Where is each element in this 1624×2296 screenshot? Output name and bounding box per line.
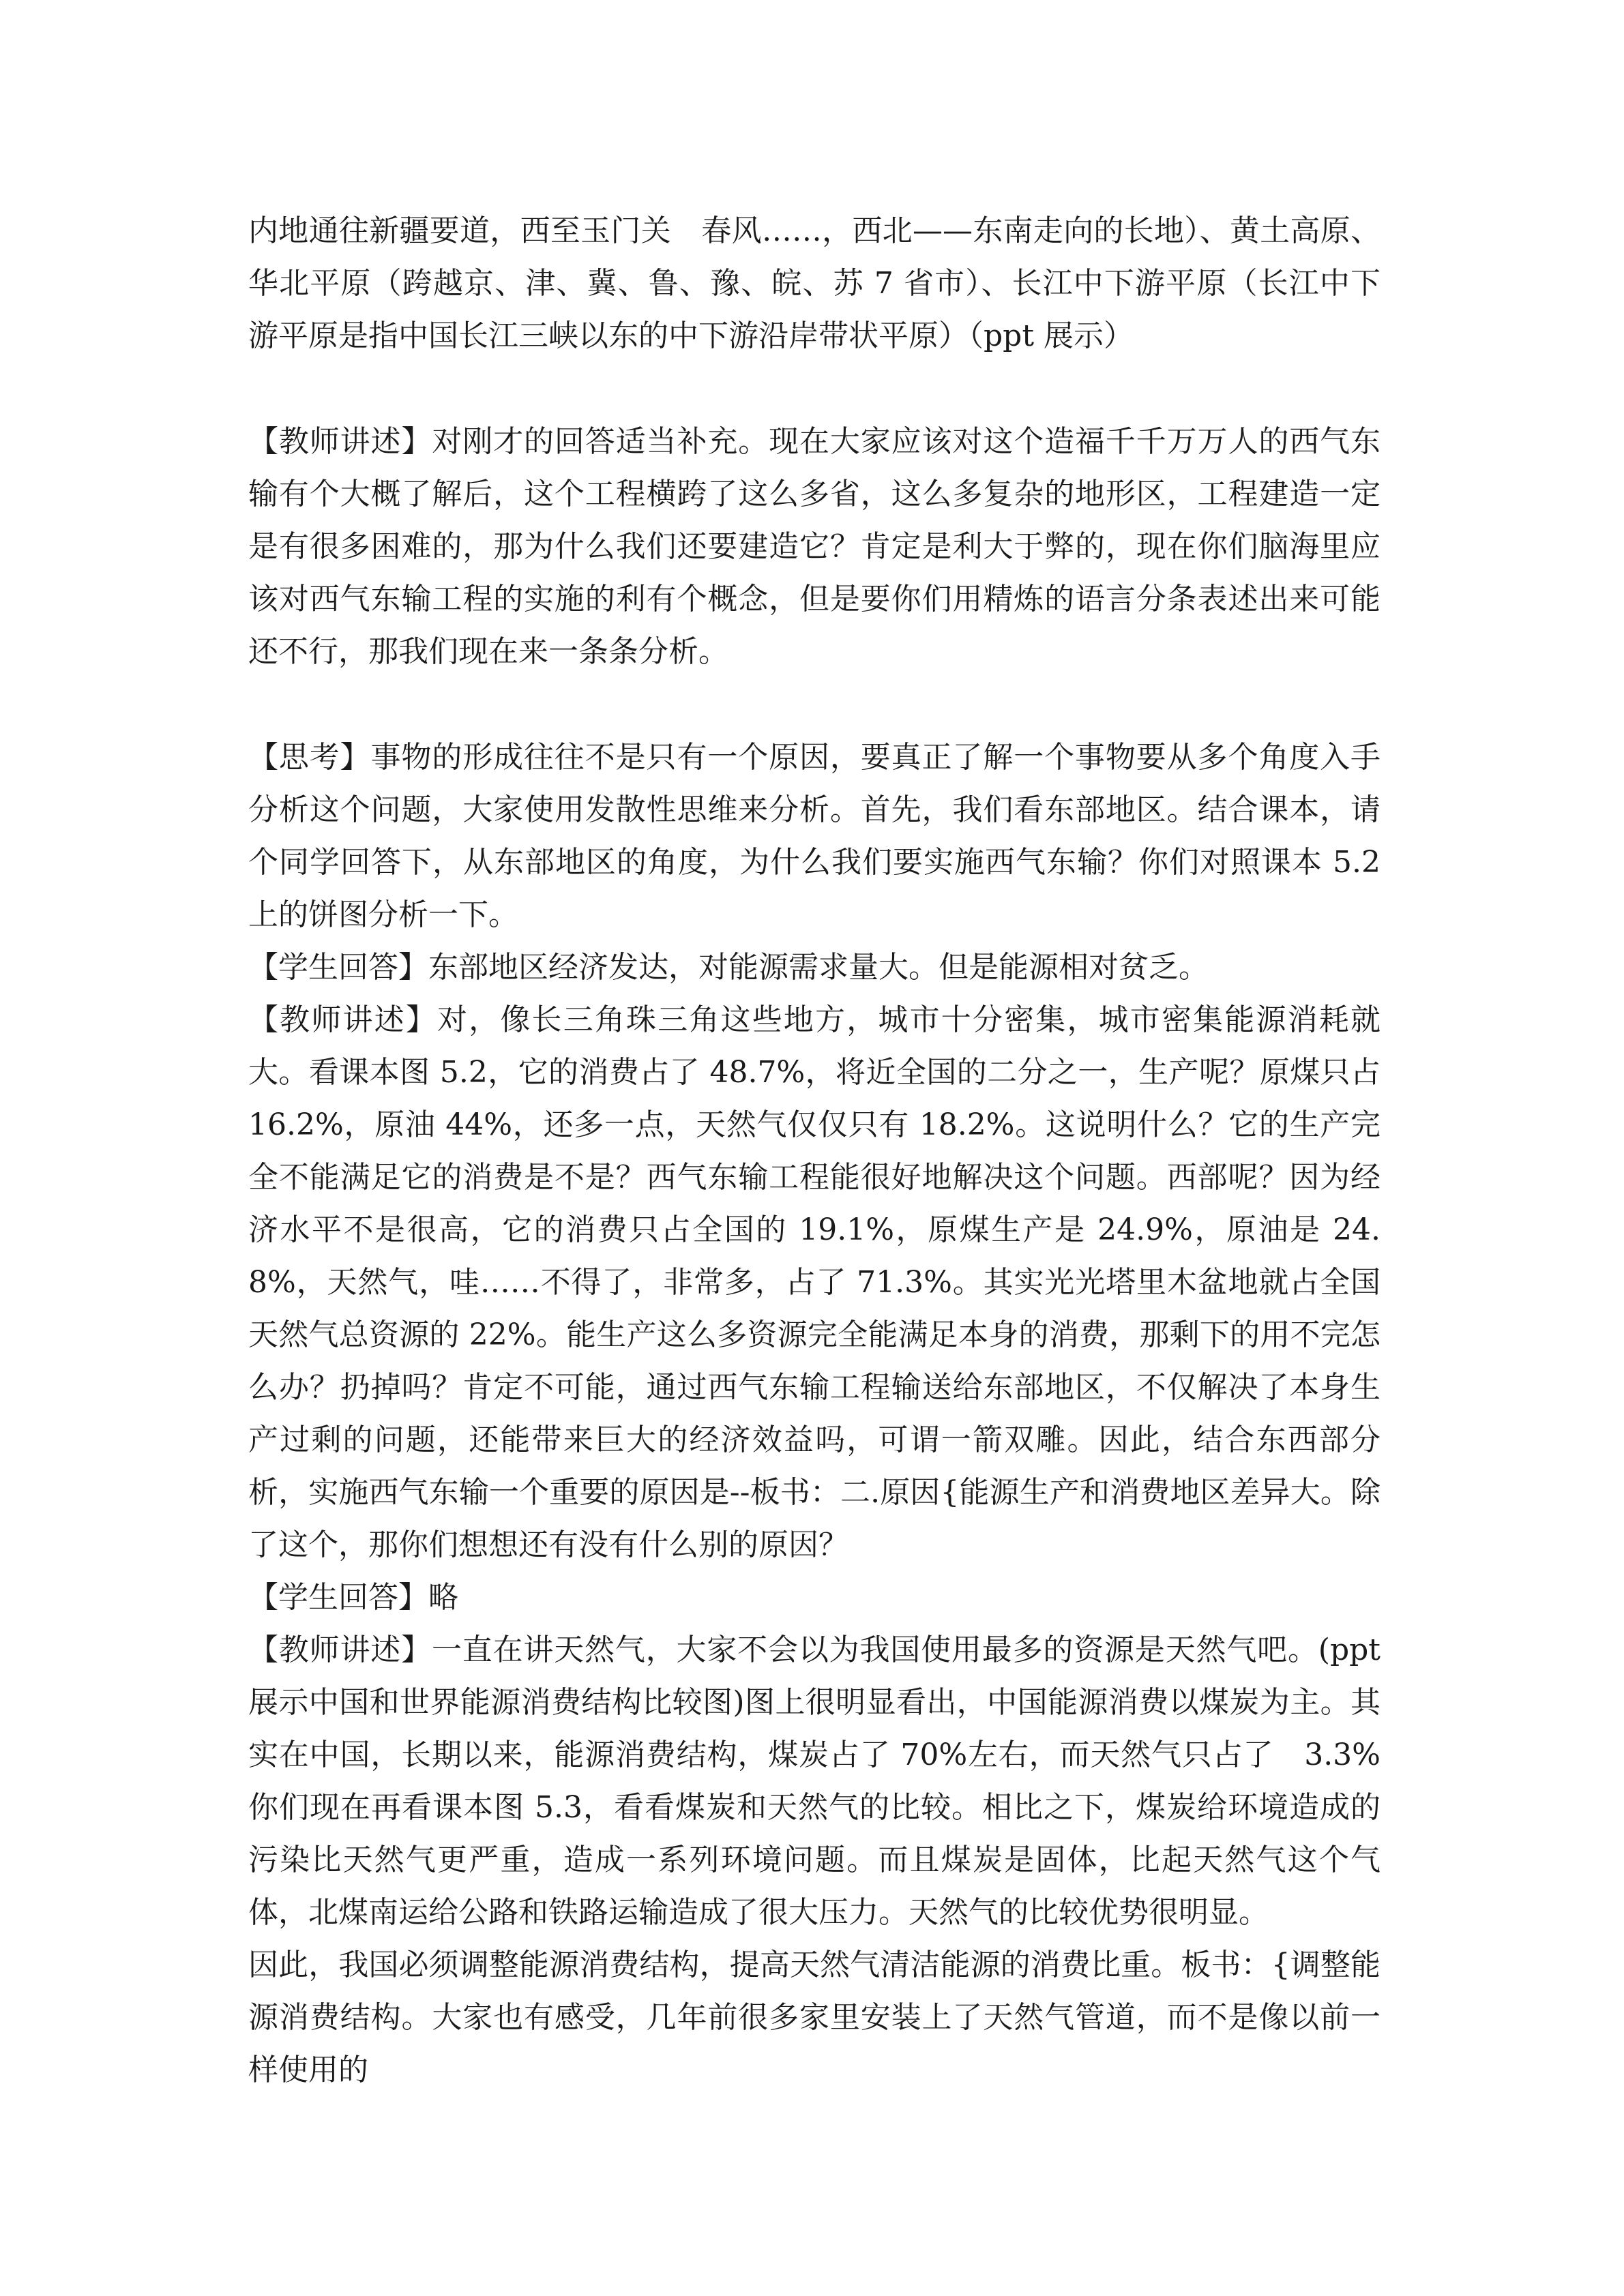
paragraph-thinking-prompt: 【思考】事物的形成往往不是只有一个原因，要真正了解一个事物要从多个角度入手分析这个问题，大家使用发散性思维来分析。首先，我们看东部地区。结合课本，请个同学回答下，从东部地区的角度，为什么我们要实施西气东输？你们对照课本 5.2 上的饼图分析一下。 [248,740,1381,932]
paragraph-student-answer-brief: 【学生回答】略 [248,1580,458,1615]
paragraph-spacer [248,362,1381,415]
paragraph-student-answer: 【学生回答】东部地区经济发达，对能源需求量大。但是能源相对贫乏。 [248,950,1209,985]
paragraph-conclusion: 因此，我国必须调整能源消费结构，提高天然气清洁能源的消费比重。板书：{调整能源消费结构。大家也有感受，几年前很多家里安装上了天然气管道，而不是像以前一样使用的 [248,1948,1381,2087]
paragraph-teacher-energy-structure: 【教师讲述】一直在讲天然气，大家不会以为我国使用最多的资源是天然气吧。(ppt 展示中国和世界能源消费结构比较图)图上很明显看出，中国能源消费以煤炭为主。其实在中国，长期以来，能源消费结构，煤炭占了 70%左右，而天然气只占了 3.3%你们现在再看课本图 5.3，看看煤炭和天然气的比较。相比之下，煤炭给环境造成的污染比天然气更严重，造成一系列环境问题。而且煤炭是固体，比起天然气这个气体，北煤南运给公路和铁路运输造成了很大压力。天然气的比较优势很明显。 [248,1632,1381,1930]
document-body [248,205,1381,2096]
paragraph-spacer [248,678,1381,731]
paragraph-teacher-east-west: 【教师讲述】对，像长三角珠三角这些地方，城市十分密集，城市密集能源消耗就大。看课本图 5.2，它的消费占了 48.7%，将近全国的二分之一，生产呢？原煤只占 16.2%，原油 44%，还多一点，天然气仅仅只有 18.2%。这说明什么？它的生产完全不能满足它的消费是不是？西气东输工程能很好地解决这个问题。西部呢？因为经济水平不是很高，它的消费只占全国的 19.1%，原煤生产是 24.9%，原油是 24.8%，天然气，哇……不得了，非常多，占了 71.3%。其实光光塔里木盆地就占全国天然气总资源的 22%。能生产这么多资源完全能满足本身的消费，那剩下的用不完怎么办？扔掉吗？肯定不可能，通过西气东输工程输送给东部地区，不仅解决了本身生产过剩的问题，还能带来巨大的经济效益吗，可谓一箭双雕。因此，结合东西部分析，实施西气东输一个重要的原因是--板书：二.原因{能源生产和消费地区差异大。除了这个，那你们想想还有没有什么别的原因？ [248,1002,1381,1562]
paragraph-teacher-supplement: 【教师讲述】对刚才的回答适当补充。现在大家应该对这个造福千千万万人的西气东输有个大概了解后，这个工程横跨了这么多省，这么多复杂的地形区，工程建造一定是有很多困难的，那为什么我们还要建造它？肯定是利大于弊的，现在你们脑海里应该对西气东输工程的实施的利有个概念，但是要你们用精炼的语言分条表述出来可能还不行，那我们现在来一条条分析。 [248,424,1381,669]
paragraph-geography-regions: 内地通往新疆要道，西至玉门关 春风……，西北——东南走向的长地）、黄土高原、华北平原（跨越京、津、冀、鲁、豫、皖、苏 7 省市）、长江中下游平原（长江中下游平原是指中国长江三峡以东的中下游沿岸带状平原）（ppt 展示） [248,213,1381,353]
